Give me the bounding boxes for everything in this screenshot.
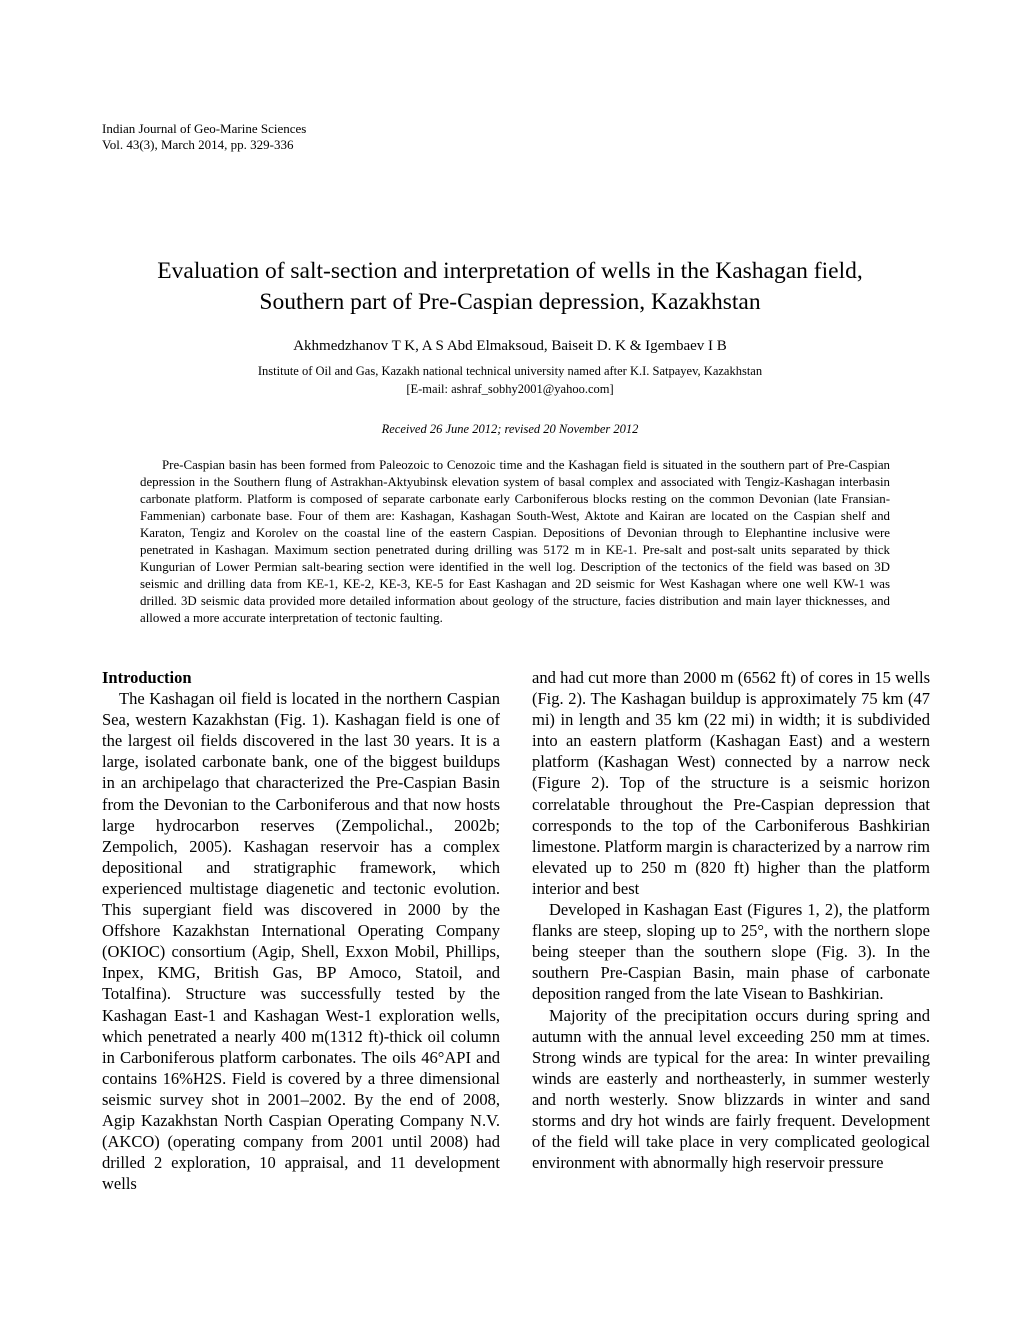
paper-title	[100, 256, 920, 318]
right-column	[532, 667, 930, 1173]
journal-volume: Vol. 43(3), March 2014, pp. 329-336	[102, 137, 294, 152]
affiliation	[100, 362, 920, 398]
title-line-1: Evaluation of salt-section and interpretation of wells in the Kashagan field,	[157, 258, 863, 284]
introduction-paragraph-1-continued: and had cut more than 2000 m (6562 ft) of cores in 15 wells (Fig. 2). The Kashagan buildup is approximately 75 km (47 mi) in length and 35 km (22 mi) in width; it is subdivided into an eastern platform (Kashagan East) and a western platform (Kashagan West) connected by a narrow neck (Figure 2). Top of the structure is a seismic horizon correlatable throughout the Pre-Caspian depression that corresponds to the top of the Carboniferous Bashkirian limestone. Platform margin is characterized by a narrow rim elevated up to 250 m (820 ft) higher than the platform interior and best	[532, 668, 930, 898]
abstract-text: Pre-Caspian basin has been formed from Paleozoic to Cenozoic time and the Kashagan field is situated in the southern part of Pre-Caspian depression in the Southern flung of Astrakhan-Aktyubinsk elevation system of basal complex and associated with Tengiz-Kashagan interbasin carbonate platform. Platform is composed of separate carbonate early Carboniferous blocks resting on the common Devonian (late Fransian-Fammenian) carbonate base. Four of them are: Kashagan, Kashagan South-West, Aktote and Kairan are located on the Caspian shelf and Karaton, Tengiz and Korolev on the coastal line of the eastern Caspian. Depositions of Devonian through to Elephantine inclusive were penetrated in Kashagan. Maximum section penetrated during drilling was 5172 m in KE-1. Pre-salt and post-salt units separated by thick Kungurian of Lower Permian salt-bearing section were identified in the well log. Description of the tectonics of the field was based on 3D seismic and drilling data from KE-1, KE-2, KE-3, KE-5 for East Kashagan and 2D seismic for West Kashagan where one well KW-1 was drilled. 3D seismic data provided more detailed information about geology of the structure, facies distribution and main layer thicknesses, and allowed a more accurate interpretation of tectonic faulting.	[140, 458, 890, 625]
introduction-paragraph-1: The Kashagan oil field is located in the northern Caspian Sea, western Kazakhstan (Fig. 1). Kashagan field is one of the largest oil fields discovered in the last 30 years. It is a large, isolated carbonate bank, one of the biggest buildups in an archipelago that characterized the Pre-Caspian Basin from the Devonian to the Carboniferous and that now hosts large hydrocarbon reserves (Zempolichal., 2002b; Zempolich, 2005). Kashagan reservoir has a complex depositional and stratigraphic framework, which experienced multistage diagenetic and tectonic evolution. This supergiant field was discovered in 2000 by the Offshore Kazakhstan International Operating Company (OKIOC) consortium (Agip, Shell, Exxon Mobil, Phillips, Inpex, KMG, British Gas, BP Amoco, Statoil, and Totalfina). Structure was successfully tested by the Kashagan East-1 and Kashagan West-1 exploration wells, which penetrated a nearly 400 m(1312 ft)-thick oil column in Carboniferous platform carbonates. The oils 46°API and contains 16%H2S. Field is covered by a three dimensional seismic survey shot in 2001–2002. By the end of 2008, Agip Kazakhstan North Caspian Operating Company N.V. (AKCO) (operating company from 2001 until 2008) had drilled 2 exploration, 10 appraisal, and 11 development wells	[102, 689, 500, 1194]
section-heading-introduction: Introduction	[102, 668, 192, 687]
institute: Institute of Oil and Gas, Kazakh national technical university named after K.I. Satpayev, Kazakhstan	[257, 364, 763, 378]
journal-name: Indian Journal of Geo-Marine Sciences	[102, 121, 307, 136]
received-dates: Received 26 June 2012; revised 20 November 2012	[381, 422, 639, 436]
author-list: Akhmedzhanov T K, A S Abd Elmaksoud, Baiseit D. K & Igembaev I B	[293, 338, 727, 354]
journal-header	[102, 121, 306, 153]
introduction-paragraph-2: Developed in Kashagan East (Figures 1, 2), the platform flanks are steep, sloping up to 25°, with the northern slope being steeper than the southern slope (Fig. 3). In the southern Pre-Caspian Basin, main phase of carbonate deposition ranged from the late Visean to Bashkirian.	[532, 900, 930, 1004]
left-column	[102, 667, 500, 1194]
email-link[interactable]: [E-mail: ashraf_sobhy2001@yahoo.com]	[406, 382, 614, 396]
title-line-2: Southern part of Pre-Caspian depression, Kazakhstan	[259, 289, 761, 315]
introduction-paragraph-3: Majority of the precipitation occurs during spring and autumn with the annual level exceeding 250 mm at times. Strong winds are typical for the area: In winter prevailing winds are easterly and northeasterly, in summer westerly and north westerly. Snow blizzards in winter and sand storms and dry hot winds are fairly frequent. Development of the field will take place in very complicated geological environment with abnormally high reservoir pressure	[532, 1005, 930, 1173]
abstract	[140, 457, 890, 627]
